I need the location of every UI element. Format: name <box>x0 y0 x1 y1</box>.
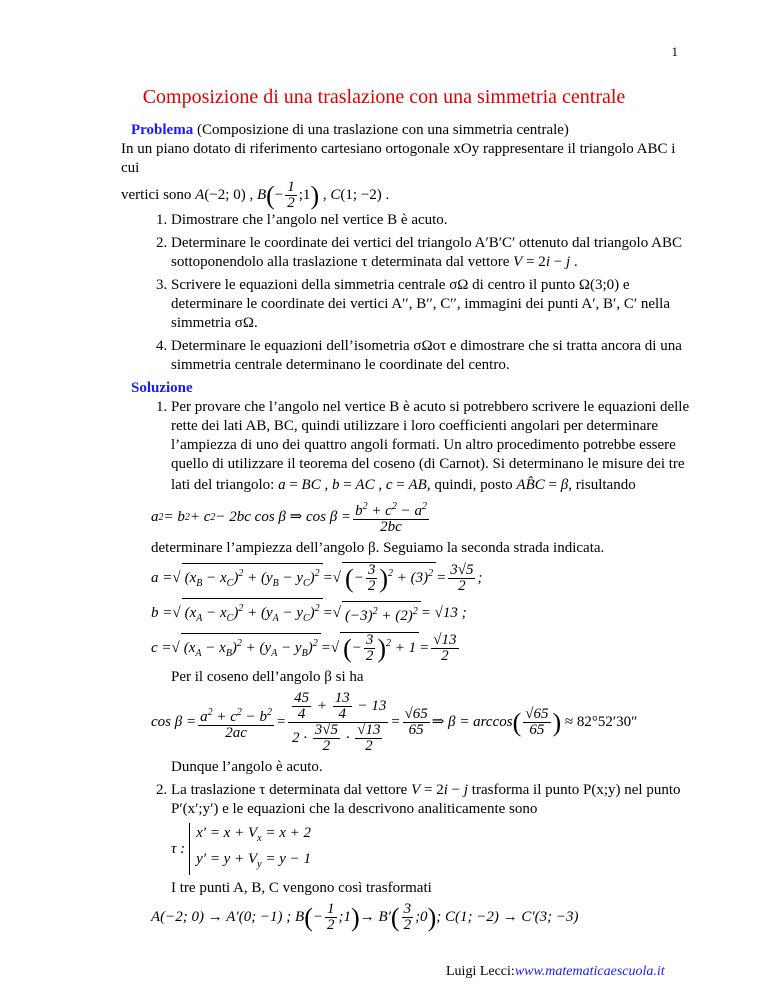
side-a-formula: a = √ $(x_B - x_C)^2 + (y_B - y_C)^2$ = √ (− $\frac{3}{2}$ )$^2 + (3)^2$ = $\frac{3√5}{2}$ ; <box>151 561 483 594</box>
problem-item-3: 3. Scrivere le equazioni della simmetria centrale σΩ di centro il punto Ω(3;0) e determinare le coordinate dei vertici A′′, B′′, C′′, immagini dei punti A′, B′, C′ nella simmetria σΩ. <box>171 276 691 333</box>
transform-intro: I tre punti A, B, C vengono così trasformati <box>171 880 432 896</box>
solution-label: Soluzione <box>131 380 193 396</box>
problem-item-2-text: Determinare le coordinate dei vertici del triangolo A′B′C′ ottenuto dal triangolo ABC sottoponendolo alla traslazione τ determinata dal vettore <box>171 235 682 270</box>
side-c-formula: c = √ $(x_A - x_B)^2 + (y_A - y_B)^2$ = √ (− $\frac{3}{2}$ )$^2$ + 1 = $\frac{√13}{2}$ <box>151 631 457 664</box>
solution-1-method: determinare l’ampiezza dell’angolo β. Seguiamo la seconda strada indicata. <box>151 540 605 556</box>
footer-url[interactable]: www.matematicaescuola.it <box>514 964 665 979</box>
problem-heading <box>131 121 691 140</box>
cosine-intro: Per il coseno dell’angolo β si ha <box>171 669 364 685</box>
problem-item-4: 4. Determinare le equazioni dell’isometria σΩoτ e dimostrare che si tratta ancora di una simmetria centrale determinano le coordinate del centro. <box>171 337 691 375</box>
angle-result: ≈ 82°52′30″ <box>564 714 638 730</box>
sides-then: , quindi, posto <box>426 477 513 493</box>
page-number: 1 <box>671 44 678 59</box>
side-b-formula: b = √ $(x_A - x_C)^2 + (y_A - y_C)^2$ = √ $(-3)^2 + (2)^2$ = √13 ; <box>151 598 691 628</box>
solution-2-text-b: trasforma il punto P(x;y) nel punto P′(x′;y′) e le equazioni che la descrivono analiticamente sono <box>171 782 681 817</box>
problem-item-2: 2. Determinare le coordinate dei vertici del triangolo A′B′C′ ottenuto dal triangolo ABC sottoponendolo alla traslazione τ determinata dal vettore V = 2i − j . <box>171 234 691 272</box>
vertices-label: vertici sono <box>121 186 192 203</box>
problem-list <box>131 211 691 375</box>
solution-1-text: Per provare che l’angolo nel vertice B è acuto si potrebbero scrivere le equazioni delle rette dei lati AB, BC, quindi utilizzare i loro coefficienti angolari per determinare l’ampiezza di uno dei quattro angoli formati. Un altro procedimento potrebbe essere quello di utilizzare il teorema del coseno (di Carnot). Si determinano le misure dei tre <box>171 399 690 472</box>
solution-item-2: 2. La traslazione τ determinata dal vettore V = 2i − j trasforma il punto P(x;y) nel punto P′(x′;y′) e le equazioni che la descrivono analiticamente sono τ : $x' = x + V_x = x + 2$ $y' = y + V_y = y - 1$ I tre punti A, B, C vengono così trasformati A(−2; 0) → A′(0; −1) ; B ( − $\frac{1}{2}$ ;1 ) → B′ ( $\frac{3}{2}$ ;0 ) ; C(1; −2) → C′(3; −3) <box>171 781 691 933</box>
transformed-points: A(−2; 0) → A′(0; −1) ; B ( − $\frac{1}{2}$ ;1 ) → B′ ( $\frac{3}{2}$ ;0 ) ; C(1; −2) → C′(3; −3) <box>151 901 579 933</box>
solution-heading <box>131 379 691 398</box>
translation-equations: τ : $x' = x + V_x = x + 2$ $y' = y + V_y = y - 1$ <box>171 823 691 875</box>
sides-label: lati del triangolo: <box>171 477 275 493</box>
problem-label: Problema <box>131 122 194 138</box>
problem-subtitle: (Composizione di una traslazione con una simmetria centrale) <box>193 122 569 138</box>
solution-item-1 <box>151 398 691 777</box>
carnot-formula: a 2 = b 2 + c 2 − 2bc cos β ⇒ cos β = $\frac{b^2 + c^2 - a^2}{2bc}$ <box>151 501 427 535</box>
problem-item-1: 1. Dimostrare che l’angolo nel vertice B è acuto. <box>171 211 691 230</box>
page-title: Composizione di una traslazione con una simmetria centrale <box>142 86 626 108</box>
footer <box>446 964 665 980</box>
acute-conclusion: Dunque l’angolo è acuto. <box>171 759 323 775</box>
solution-list <box>131 398 691 933</box>
problem-intro: In un piano dotato di riferimento cartesiano ortogonale xOy rappresentare il triangolo ABC i cui <box>121 141 676 176</box>
sides-line: lati del triangolo: a = BC , b = AC , c = AB, quindi, posto AB̂C = β, risultando <box>171 477 636 493</box>
solution-2-text-a: La traslazione τ determinata dal vettore <box>171 782 408 798</box>
footer-author: Luigi Lecci: <box>446 964 515 979</box>
cosine-formula: cos β = $\frac{a^2 + c^2 - b^2}{2ac}$ = $\frac{45}{4}$ + $\frac{13}{4}$ − 13 2 · $\frac{3√5}{2}$ · $\frac{√13}{2}$ = $\frac{√65}{65}$ ⇒ β = arccos ( $\frac{√65}{65}$ ) ≈ 82°52′30″ <box>151 690 638 754</box>
sides-result: , risultando <box>568 477 636 493</box>
vertices-line: vertici sono A(−2; 0) , B(− $\frac{1}{2}$ ;1) , C(1; −2) . <box>121 179 390 211</box>
document-body <box>121 121 691 937</box>
